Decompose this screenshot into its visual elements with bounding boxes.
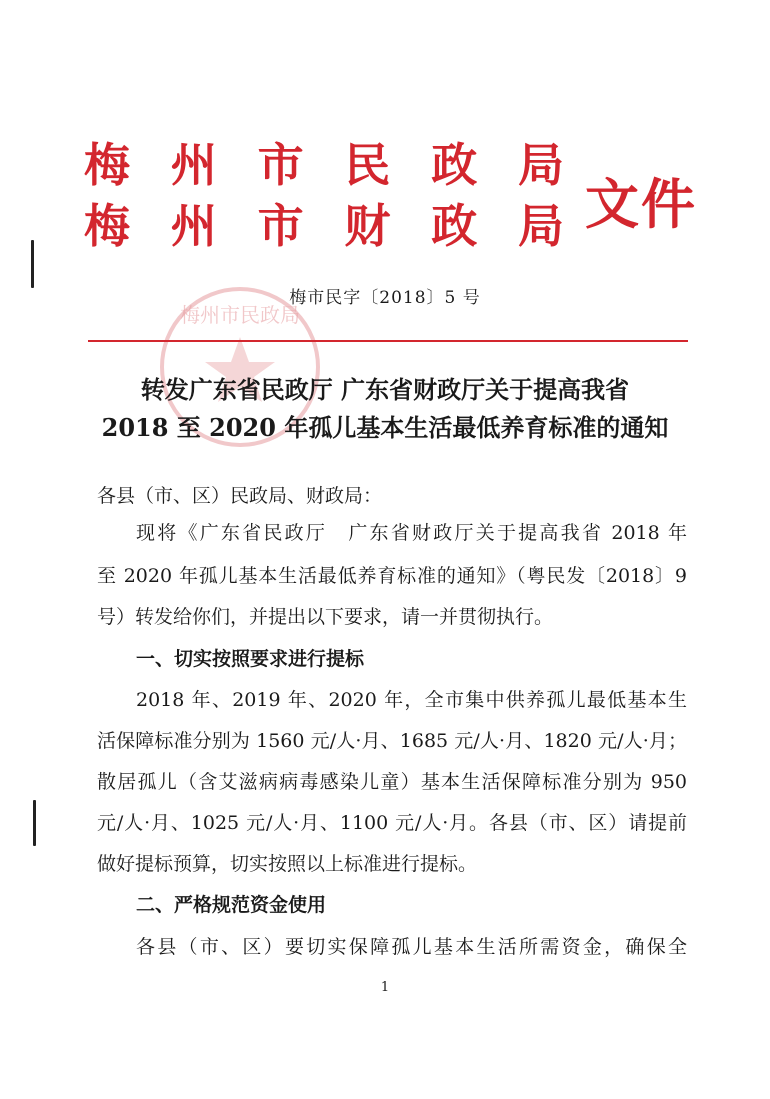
org-char: 局 (517, 138, 564, 192)
section-1-line: 散居孤儿（含艾滋病病毒感染儿童）基本生活保障标准分别为 950 (97, 771, 687, 793)
org-char: 州 (170, 138, 217, 192)
binding-mark-bottom (33, 800, 36, 846)
issuing-org-line-2 (84, 198, 564, 254)
document-title-line-1: 转发广东省民政厅 广东省财政厅关于提高我省 (140, 375, 630, 404)
org-char: 市 (257, 138, 304, 192)
document-title-line-2: 2018 至 2020 年孤儿基本生活最低养育标准的通知 (101, 413, 669, 442)
red-divider-line (88, 340, 688, 342)
issuing-org-line-1 (84, 137, 564, 193)
org-char: 局 (517, 199, 564, 253)
binding-mark-top (31, 240, 34, 288)
intro-line: 号）转发给你们，并提出以下要求，请一并贯彻执行。 (97, 606, 554, 628)
page-number: 1 (380, 980, 390, 995)
intro-line: 至 2020 年孤儿基本生活最低养育标准的通知》（粤民发〔2018〕9 (97, 565, 687, 587)
seal-text: 梅州市民政局 (180, 303, 300, 327)
org-char: 政 (431, 138, 478, 192)
addressee: 各县（市、区）民政局、财政局： (97, 485, 383, 507)
section-1-heading: 一、切实按照要求进行提标 (136, 648, 365, 670)
section-1-line: 2018 年、2019 年、2020 年，全市集中供养孤儿最低基本生 (136, 689, 687, 711)
org-char: 市 (257, 199, 304, 253)
section-1-line: 活保障标准分别为 1560 元/人·月、1685 元/人·月、1820 元/人·月； (97, 730, 687, 752)
section-2-heading: 二、严格规范资金使用 (136, 894, 327, 916)
org-char: 政 (431, 199, 478, 253)
org-char: 梅 (84, 138, 130, 192)
document-type-label: 文件 (585, 172, 697, 236)
intro-line: 现将《广东省民政厅 广东省财政厅关于提高我省 2018 年 (136, 522, 687, 544)
section-1-line: 元/人·月、1025 元/人·月、1100 元/人·月。各县（市、区）请提前 (97, 812, 687, 834)
org-char: 财 (344, 199, 391, 253)
document-number: 梅市民字〔2018〕5 号 (289, 288, 481, 308)
org-char: 民 (344, 138, 391, 192)
section-2-line: 各县（市、区）要切实保障孤儿基本生活所需资金，确保全 (136, 936, 687, 958)
section-1-line: 做好提标预算，切实按照以上标准进行提标。 (97, 853, 478, 875)
org-char: 梅 (84, 199, 130, 253)
org-char: 州 (170, 199, 217, 253)
